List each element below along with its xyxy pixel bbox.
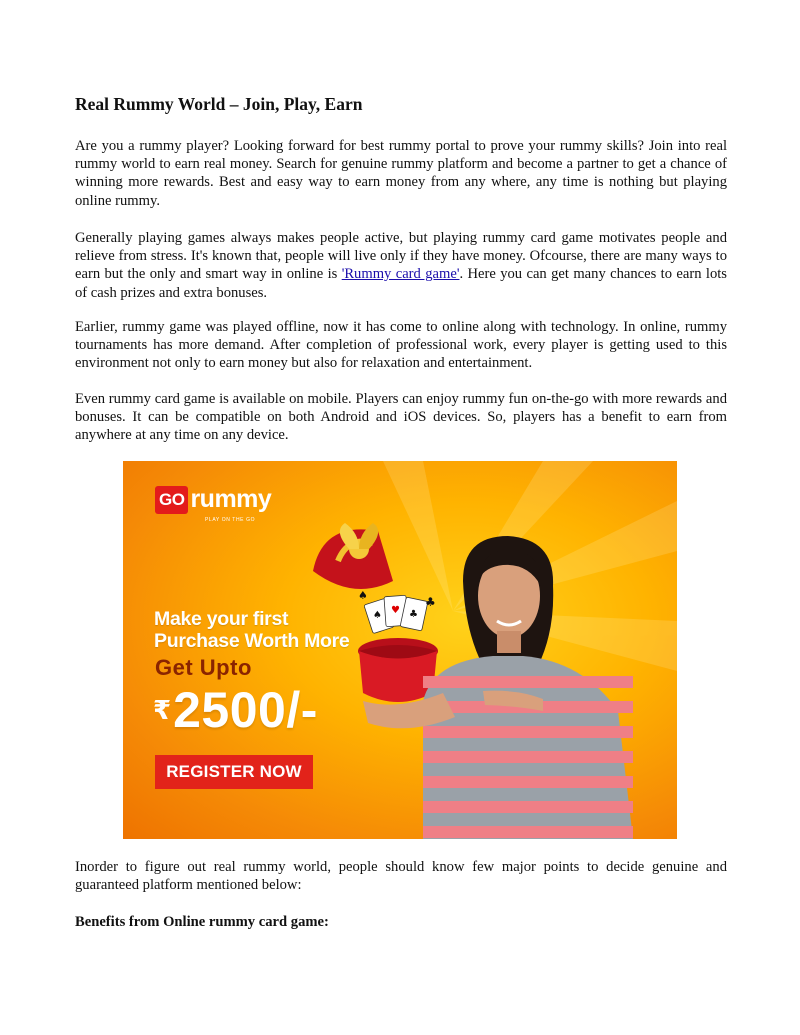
promo-banner[interactable]: [123, 461, 677, 839]
offer-amount: [153, 681, 318, 739]
svg-text:♠: ♠: [373, 610, 382, 621]
svg-text:♠: ♠: [358, 589, 368, 602]
logo-go-text: GO: [155, 486, 188, 514]
playing-cards-icon: [358, 589, 436, 634]
paragraph-intro: Are you a rummy player? Looking forward for best rummy portal to prove your rummy skills? Join into real rummy world to earn real money. Search for genuine rummy platform and become a partner to get a chance of winning more rewards. Best and easy way to earn money from any where, any time is nothing but playing online rummy.: [75, 138, 727, 209]
svg-text:♥: ♥: [391, 605, 400, 616]
offer-line-2: Purchase Worth More: [154, 630, 350, 652]
offer-line-1: Make your first: [154, 608, 289, 630]
offer-get-upto: Get Upto: [155, 655, 252, 680]
svg-text:♣: ♣: [425, 595, 436, 609]
amount-value: 2500/-: [173, 682, 318, 738]
offer-headline: [154, 608, 349, 652]
gorummy-logo: [155, 485, 272, 523]
paragraph-points: Inorder to figure out real rummy world, people should know few major points to decide genuine and guaranteed platform mentioned below:: [75, 859, 727, 894]
currency-symbol: ₹: [153, 695, 172, 725]
page-title: Real Rummy World – Join, Play, Earn: [75, 94, 363, 114]
paragraph-mobile: Even rummy card game is available on mobile. Players can enjoy rummy fun on-the-go with more rewards and bonuses. It can be compatible on both Android and iOS devices. So, players has a benefit to earn from anywhere at any time on any device.: [75, 391, 727, 444]
register-now-button[interactable]: REGISTER NOW: [155, 755, 313, 789]
paragraph-text: . Here you can get many chances to earn lots of cash prizes and extra bonuses.: [75, 266, 727, 301]
paragraph-text: Generally playing games always makes people active, but playing rummy card game motivates people and relieve from stress. It's known that, people will live only if they have money. Ofcourse, there are many ways to earn but the only and smart way in online is: [75, 230, 727, 283]
rummy-card-game-link[interactable]: 'Rummy card game': [341, 266, 460, 283]
paragraph-history: Earlier, rummy game was played offline, now it has come to online along with technology. In online, rummy tournaments has more demand. After completion of professional work, every player is getting used to this environment not only to earn money but also for relaxation and entertainment.: [75, 319, 727, 372]
svg-text:♣: ♣: [409, 609, 418, 620]
paragraph-motivation: [75, 229, 727, 302]
logo-tagline: PLAY ON THE GO: [205, 517, 256, 523]
section-subheading: Benefits from Online rummy card game:: [75, 914, 329, 930]
logo-rummy-text: rummy: [190, 485, 272, 513]
